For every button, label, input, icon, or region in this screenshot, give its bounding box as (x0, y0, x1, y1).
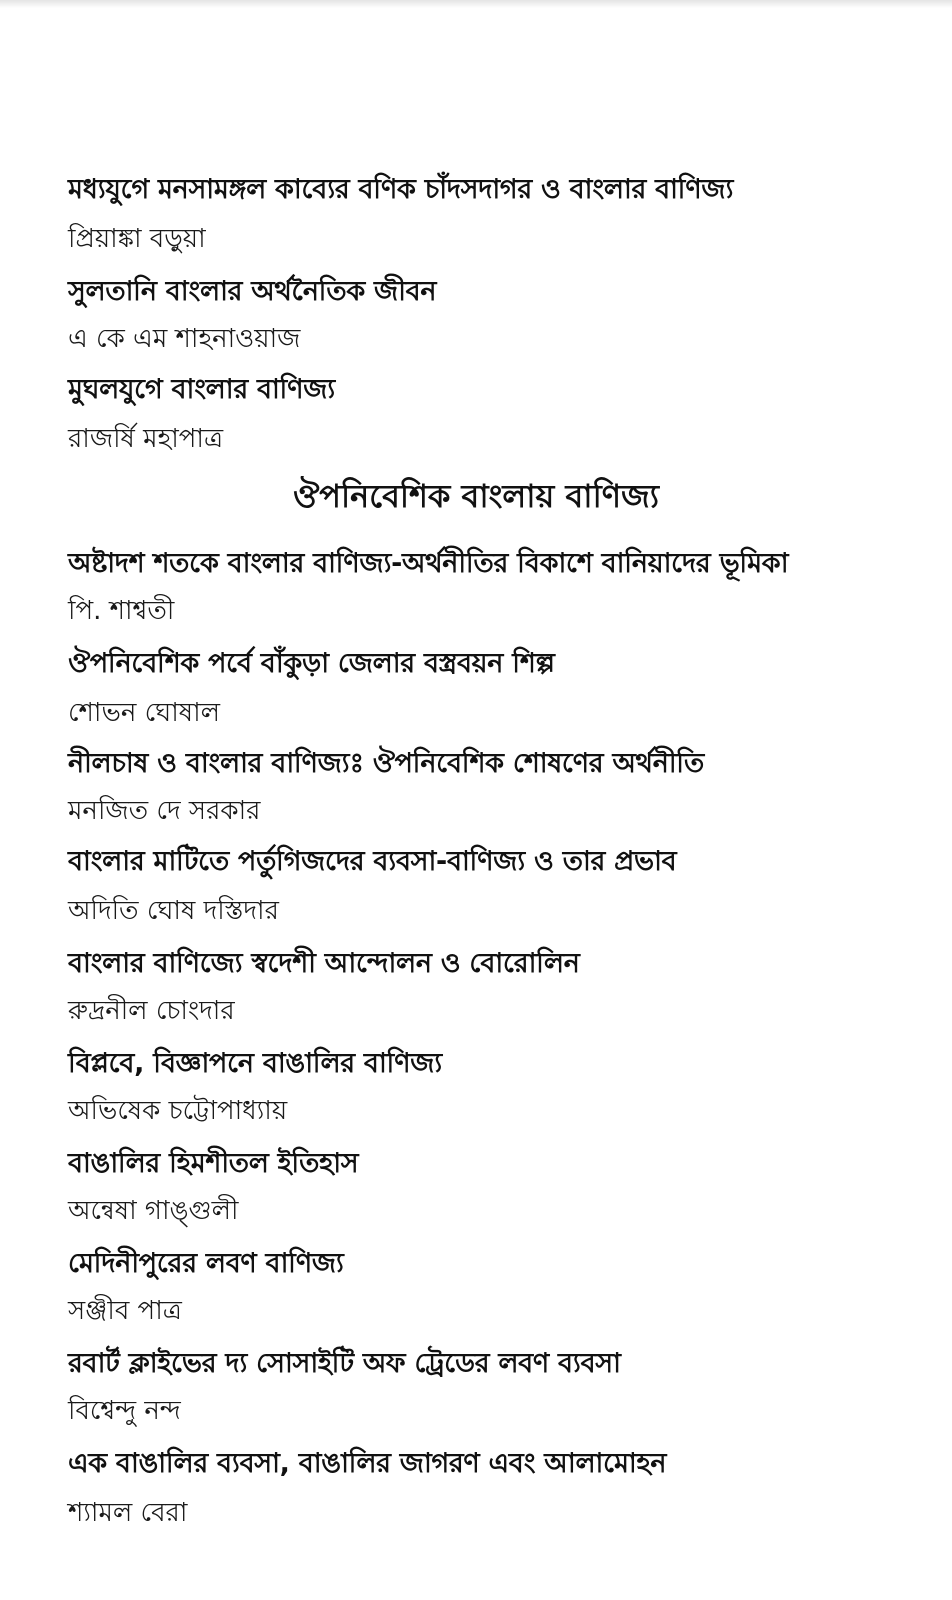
article-title: ঔপনিবেশিক পর্বে বাঁকুড়া জেলার বস্ত্রবয়ন শিল্প (68, 648, 555, 679)
article-author: অদিতি ঘোষ দস্তিদার (68, 896, 279, 926)
article-author: শোভন ঘোষাল (68, 698, 221, 728)
article-title: বাংলার বাণিজ্যে স্বদেশী আন্দোলন ও বোরোলিন (68, 948, 580, 979)
article-title: বাঙালির হিমশীতল ইতিহাস (68, 1148, 359, 1179)
section-heading: ঔপনিবেশিক বাংলায় বাণিজ্য (293, 477, 659, 515)
article-author: মনজিত দে সরকার (68, 796, 261, 826)
article-title: নীলচাষ ও বাংলার বাণিজ্যঃ ঔপনিবেশিক শোষণের অর্থনীতি (68, 748, 704, 779)
article-title: সুলতানি বাংলার অর্থনৈতিক জীবন (68, 276, 437, 307)
article-title: অষ্টাদশ শতকে বাংলার বাণিজ্য-অর্থনীতির বিকাশে বানিয়াদের ভূমিকা (68, 548, 789, 579)
article-author: অন্বেষা গাঙ্গুলী (68, 1196, 239, 1226)
article-title: মধ্যযুগে মনসামঙ্গল কাব্যের বণিক চাঁদসদাগর ও বাংলার বাণিজ্য (68, 174, 734, 205)
article-author: রুদ্রনীল চোংদার (68, 996, 235, 1026)
article-author: রাজর্ষি মহাপাত্র (68, 424, 224, 454)
article-author: সঞ্জীব পাত্র (68, 1296, 182, 1326)
article-author: এ কে এম শাহনাওয়াজ (68, 324, 301, 354)
article-title: বাংলার মাটিতে পর্তুগিজদের ব্যবসা-বাণিজ্য ও তার প্রভাব (68, 846, 677, 877)
article-author: বিশ্বেন্দু নন্দ (68, 1396, 181, 1426)
article-author: প্রিয়াঙ্কা বড়ুয়া (68, 224, 206, 254)
article-title: মুঘলযুগে বাংলার বাণিজ্য (68, 374, 335, 405)
article-author: শ্যামল বেরা (68, 1498, 188, 1528)
article-author: পি. শাশ্বতী (68, 596, 175, 626)
article-title: মেদিনীপুরের লবণ বাণিজ্য (68, 1248, 344, 1279)
article-title: রবার্ট ক্লাইভের দ্য সোসাইটি অফ ট্রেডের লবণ ব্যবসা (68, 1348, 621, 1379)
article-title: এক বাঙালির ব্যবসা, বাঙালির জাগরণ এবং আলামোহন (68, 1448, 667, 1479)
article-author: অভিষেক চট্টোপাধ্যায় (68, 1096, 288, 1126)
article-title: বিপ্লবে, বিজ্ঞাপনে বাঙালির বাণিজ্য (68, 1048, 442, 1079)
